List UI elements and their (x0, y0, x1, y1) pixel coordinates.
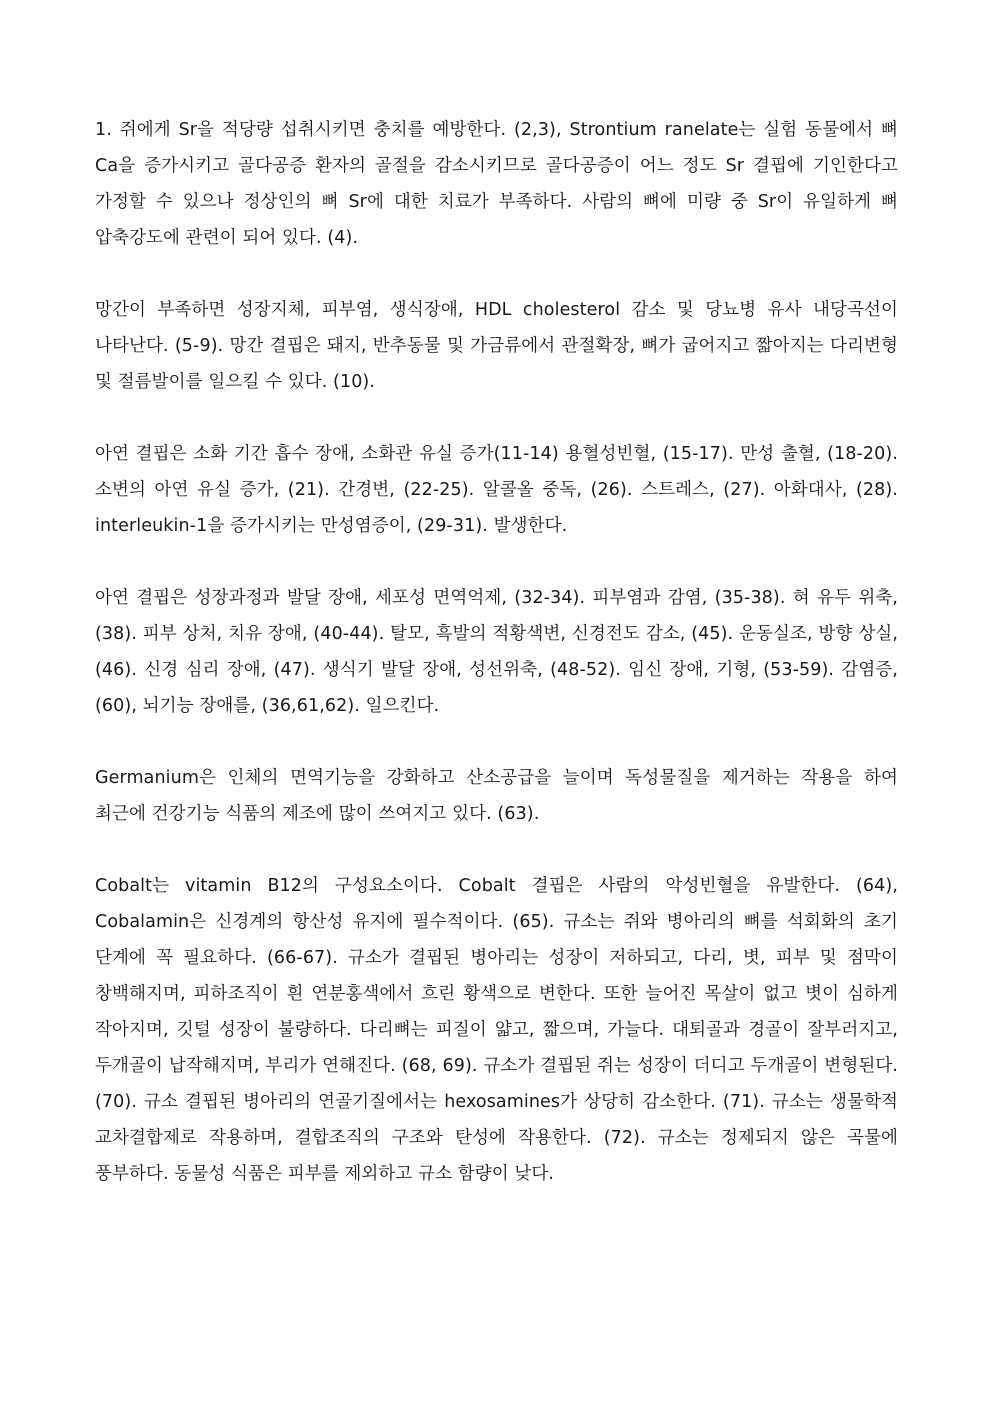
paragraph-strontium: 1. 쥐에게 Sr을 적당량 섭취시키면 충치를 예방한다. (2,3), Strontium ranelate는 실험 동물에서 뼈 Ca을 증가시키고 골다공증 환자의 골절을 감소시키므로 골다공증이 어느 정도 Sr 결핍에 기인한다고 가정할 수 있으나 정상인의 뼈 Sr에 대한 치료가 부족하다. 사람의 뼈에 미량 중 Sr이 유일하게 뼈 압축강도에 관련이 되어 있다. (4). (95, 120, 898, 248)
paragraph-germanium: Germanium은 인체의 면역기능을 강화하고 산소공급을 늘이며 독성물질을 제거하는 작용을 하여 최근에 건강기능 식품의 제조에 많이 쓰여지고 있다. (63). (95, 768, 898, 824)
paragraph-cobalt-silicon: Cobalt는 vitamin B12의 구성요소이다. Cobalt 결핍은 사람의 악성빈혈을 유발한다. (64), Cobalamin은 신경계의 항산성 유지에 필수적이다. (65). 규소는 쥐와 병아리의 뼈를 석회화의 초기 단계에 꼭 필요하다. (66-67). 규소가 결핍된 병아리는 성장이 저하되고, 다리, 볏, 피부 및 점막이 창백해지며, 피하조직이 흰 연분홍색에서 흐린 황색으로 변한다. 또한 늘어진 목살이 없고 볏이 심하게 작아지며, 깃털 성장이 불량하다. 다리뼈는 피질이 얇고, 짧으며, 가늘다. 대퇴골과 경골이 잘부러지고, 두개골이 납작해지며, 부리가 연해진다. (68, 69). 규소가 결핍된 쥐는 성장이 더디고 두개골이 변형된다. (70). 규소 결핍된 병아리의 연골기질에서는 hexosamines가 상당히 감소한다. (71). 규소는 생물학적 교차결합제로 작용하며, 결합조직의 구조와 탄성에 작용한다. (72). 규소는 정제되지 않은 곡물에 풍부하다. 동물성 식품은 피부를 제외하고 규소 함량이 낮다. (95, 876, 898, 1184)
paragraph-manganese: 망간이 부족하면 성장지체, 피부염, 생식장애, HDL cholesterol 감소 및 당뇨병 유사 내당곡선이 나타난다. (5-9). 망간 결핍은 돼지, 반추동물 및 가금류에서 관절확장, 뼈가 굽어지고 짧아지는 다리변형 및 절름발이를 일으킬 수 있다. (10). (95, 300, 898, 392)
paragraph-zinc-effects: 아연 결핍은 성장과정과 발달 장애, 세포성 면역억제, (32-34). 피부염과 감염, (35-38). 혀 유두 위축, (38). 피부 상처, 치유 장애, (40-44). 탈모, 흑발의 적황색변, 신경전도 감소, (45). 운동실조, 방향 상실, (46). 신경 심리 장애, (47). 생식기 발달 장애, 성선위축, (48-52). 임신 장애, 기형, (53-59). 감염증, (60), 뇌기능 장애를, (36,61,62). 일으킨다. (95, 588, 898, 716)
paragraph-zinc-causes: 아연 결핍은 소화 기간 흡수 장애, 소화관 유실 증가(11-14) 용혈성빈혈, (15-17). 만성 출혈, (18-20). 소변의 아연 유실 증가, (21). 간경변, (22-25). 알콜올 중독, (26). 스트레스, (27). 아화대사, (28). interleukin-1을 증가시키는 만성염증이, (29-31). 발생한다. (95, 444, 898, 536)
document-body (95, 112, 898, 1192)
